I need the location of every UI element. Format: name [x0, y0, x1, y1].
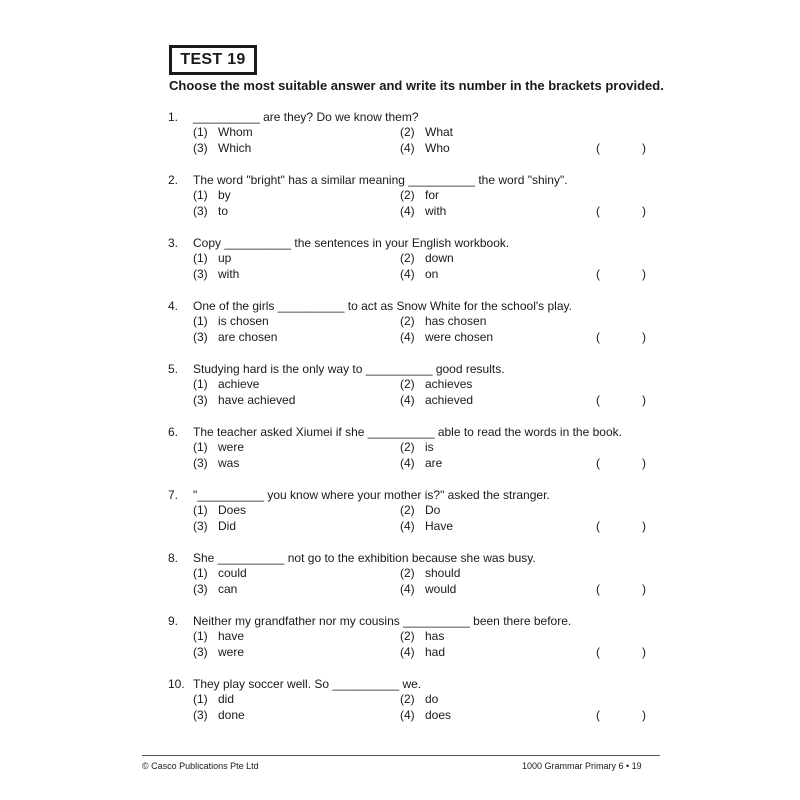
option-number: (4) — [400, 267, 415, 281]
answer-option — [193, 456, 239, 470]
option-number: (2) — [400, 188, 415, 202]
option-text: Who — [425, 141, 450, 155]
question-item — [168, 677, 648, 725]
question-item — [168, 236, 648, 284]
option-number: (1) — [193, 566, 208, 580]
option-number: (3) — [193, 456, 208, 470]
option-text: Which — [218, 141, 252, 155]
answer-option — [400, 456, 442, 470]
answer-bracket-open[interactable]: ( — [596, 204, 600, 218]
answer-option — [193, 141, 251, 155]
option-text: done — [218, 708, 245, 722]
option-text: for — [425, 188, 440, 202]
question-text: "__________ you know where your mother is?" asked the stranger. — [193, 488, 550, 502]
option-text: were chosen — [425, 330, 494, 344]
option-text: by — [218, 188, 231, 202]
test-title-box — [169, 45, 257, 75]
answer-option — [400, 708, 451, 722]
answer-option — [193, 251, 231, 265]
question-text: Neither my grandfather nor my cousins __________ been there before. — [193, 614, 572, 628]
question-number: 2. — [168, 173, 179, 187]
option-number: (4) — [400, 645, 415, 659]
question-text: They play soccer well. So __________ we. — [193, 677, 422, 691]
answer-option — [193, 267, 239, 281]
answer-option — [193, 440, 244, 454]
answer-option — [193, 582, 237, 596]
option-text: has chosen — [425, 314, 487, 328]
footer-divider — [142, 755, 660, 756]
option-number: (3) — [193, 519, 208, 533]
option-text: were — [218, 645, 245, 659]
answer-option — [400, 267, 438, 281]
option-text: to — [218, 204, 229, 218]
question-number: 10. — [168, 677, 185, 691]
answer-option — [400, 566, 460, 580]
option-number: (2) — [400, 377, 415, 391]
footer-page-info: 1000 Grammar Primary 6 • 19 — [522, 761, 642, 771]
answer-option — [193, 692, 234, 706]
option-number: (4) — [400, 456, 415, 470]
question-number: 9. — [168, 614, 179, 628]
answer-option — [400, 141, 450, 155]
option-number: (3) — [193, 582, 208, 596]
option-text: should — [425, 566, 461, 580]
option-number: (2) — [400, 314, 415, 328]
option-number: (4) — [400, 582, 415, 596]
answer-bracket-open[interactable]: ( — [596, 519, 600, 533]
option-number: (1) — [193, 188, 208, 202]
option-text: with — [218, 267, 240, 281]
option-text: was — [218, 456, 240, 470]
answer-bracket-close[interactable]: ) — [642, 708, 646, 722]
answer-option — [400, 629, 444, 643]
answer-bracket-close[interactable]: ) — [642, 267, 646, 281]
answer-bracket-close[interactable]: ) — [642, 582, 646, 596]
answer-option — [400, 692, 438, 706]
answer-bracket-close[interactable]: ) — [642, 645, 646, 659]
answer-option — [400, 188, 439, 202]
question-item — [168, 362, 648, 410]
option-text: Do — [425, 503, 441, 517]
answer-bracket-open[interactable]: ( — [596, 267, 600, 281]
option-number: (2) — [400, 692, 415, 706]
option-text: What — [425, 125, 454, 139]
answer-option — [400, 582, 456, 596]
question-text: Studying hard is the only way to __________ good results. — [193, 362, 505, 376]
option-number: (1) — [193, 503, 208, 517]
option-number: (3) — [193, 708, 208, 722]
option-number: (1) — [193, 251, 208, 265]
option-text: achieve — [218, 377, 260, 391]
option-number: (3) — [193, 267, 208, 281]
option-number: (4) — [400, 330, 415, 344]
answer-option — [193, 188, 231, 202]
option-number: (1) — [193, 314, 208, 328]
question-number: 1. — [168, 110, 179, 124]
question-number: 4. — [168, 299, 179, 313]
option-text: could — [218, 566, 247, 580]
question-text: Copy __________ the sentences in your English workbook. — [193, 236, 510, 250]
question-text: __________ are they? Do we know them? — [193, 110, 419, 124]
option-text: down — [425, 251, 454, 265]
option-number: (2) — [400, 440, 415, 454]
question-text: The word "bright" has a similar meaning __________ the word "shiny". — [193, 173, 568, 187]
option-text: Have — [425, 519, 454, 533]
option-number: (1) — [193, 125, 208, 139]
answer-option — [400, 251, 454, 265]
answer-option — [193, 566, 247, 580]
answer-bracket-open[interactable]: ( — [596, 393, 600, 407]
option-number: (4) — [400, 204, 415, 218]
option-number: (3) — [193, 393, 208, 407]
option-text: Does — [218, 503, 247, 517]
answer-option — [400, 330, 493, 344]
answer-option — [193, 204, 228, 218]
test-title: TEST 19 — [180, 51, 246, 68]
option-number: (1) — [193, 692, 208, 706]
option-text: on — [425, 267, 439, 281]
answer-option — [400, 645, 445, 659]
option-number: (3) — [193, 645, 208, 659]
answer-option — [193, 708, 245, 722]
option-text: Whom — [218, 125, 253, 139]
option-text: have achieved — [218, 393, 296, 407]
answer-bracket-open[interactable]: ( — [596, 330, 600, 344]
option-text: did — [218, 692, 235, 706]
option-text: is — [425, 440, 434, 454]
answer-bracket-close[interactable]: ) — [642, 519, 646, 533]
answer-option — [193, 645, 244, 659]
option-text: achieves — [425, 377, 473, 391]
option-number: (2) — [400, 251, 415, 265]
option-number: (1) — [193, 440, 208, 454]
option-number: (1) — [193, 629, 208, 643]
question-number: 5. — [168, 362, 179, 376]
answer-option — [193, 125, 253, 139]
option-number: (2) — [400, 566, 415, 580]
answer-option — [193, 314, 269, 328]
option-text: does — [425, 708, 452, 722]
answer-option — [400, 314, 486, 328]
option-text: would — [425, 582, 457, 596]
option-number: (1) — [193, 377, 208, 391]
question-text: She __________ not go to the exhibition because she was busy. — [193, 551, 536, 565]
option-number: (4) — [400, 519, 415, 533]
answer-option — [400, 503, 440, 517]
answer-bracket-open[interactable]: ( — [596, 582, 600, 596]
answer-bracket-close[interactable]: ) — [642, 141, 646, 155]
answer-bracket-close[interactable]: ) — [642, 456, 646, 470]
option-text: Did — [218, 519, 237, 533]
option-text: do — [425, 692, 439, 706]
answer-bracket-open[interactable]: ( — [596, 708, 600, 722]
answer-option — [193, 330, 277, 344]
option-text: have — [218, 629, 245, 643]
answer-option — [400, 204, 446, 218]
option-number: (3) — [193, 204, 208, 218]
option-number: (3) — [193, 141, 208, 155]
answer-bracket-open[interactable]: ( — [596, 456, 600, 470]
option-text: had — [425, 645, 446, 659]
answer-option — [400, 519, 453, 533]
answer-bracket-close[interactable]: ) — [642, 330, 646, 344]
question-text: One of the girls __________ to act as Snow White for the school's play. — [193, 299, 572, 313]
footer-copyright: © Casco Publications Pte Ltd — [142, 761, 259, 771]
question-item — [168, 425, 648, 473]
question-number: 7. — [168, 488, 179, 502]
answer-bracket-close[interactable]: ) — [642, 393, 646, 407]
option-text: are — [425, 456, 443, 470]
option-number: (2) — [400, 629, 415, 643]
question-item — [168, 110, 648, 158]
answer-option — [193, 393, 295, 407]
answer-option — [400, 125, 453, 139]
answer-option — [193, 377, 259, 391]
answer-option — [193, 503, 246, 517]
question-item — [168, 614, 648, 662]
question-number: 6. — [168, 425, 179, 439]
option-number: (4) — [400, 393, 415, 407]
answer-option — [400, 377, 472, 391]
option-number: (2) — [400, 503, 415, 517]
question-item — [168, 299, 648, 347]
option-text: were — [218, 440, 245, 454]
option-number: (4) — [400, 708, 415, 722]
question-item — [168, 551, 648, 599]
answer-option — [193, 629, 244, 643]
answer-option — [193, 519, 236, 533]
option-number: (4) — [400, 141, 415, 155]
answer-option — [400, 440, 434, 454]
option-text: can — [218, 582, 238, 596]
option-number: (3) — [193, 330, 208, 344]
option-text: has — [425, 629, 445, 643]
option-text: with — [425, 204, 447, 218]
option-text: are chosen — [218, 330, 278, 344]
option-number: (2) — [400, 125, 415, 139]
question-number: 8. — [168, 551, 179, 565]
question-item — [168, 173, 648, 221]
answer-bracket-close[interactable]: ) — [642, 204, 646, 218]
instructions: Choose the most suitable answer and write its number in the brackets provided. — [169, 78, 664, 93]
option-text: is chosen — [218, 314, 269, 328]
question-number: 3. — [168, 236, 179, 250]
answer-bracket-open[interactable]: ( — [596, 645, 600, 659]
question-item — [168, 488, 648, 536]
option-text: up — [218, 251, 232, 265]
question-text: The teacher asked Xiumei if she __________ able to read the words in the book. — [193, 425, 622, 439]
answer-bracket-open[interactable]: ( — [596, 141, 600, 155]
answer-option — [400, 393, 473, 407]
option-text: achieved — [425, 393, 474, 407]
